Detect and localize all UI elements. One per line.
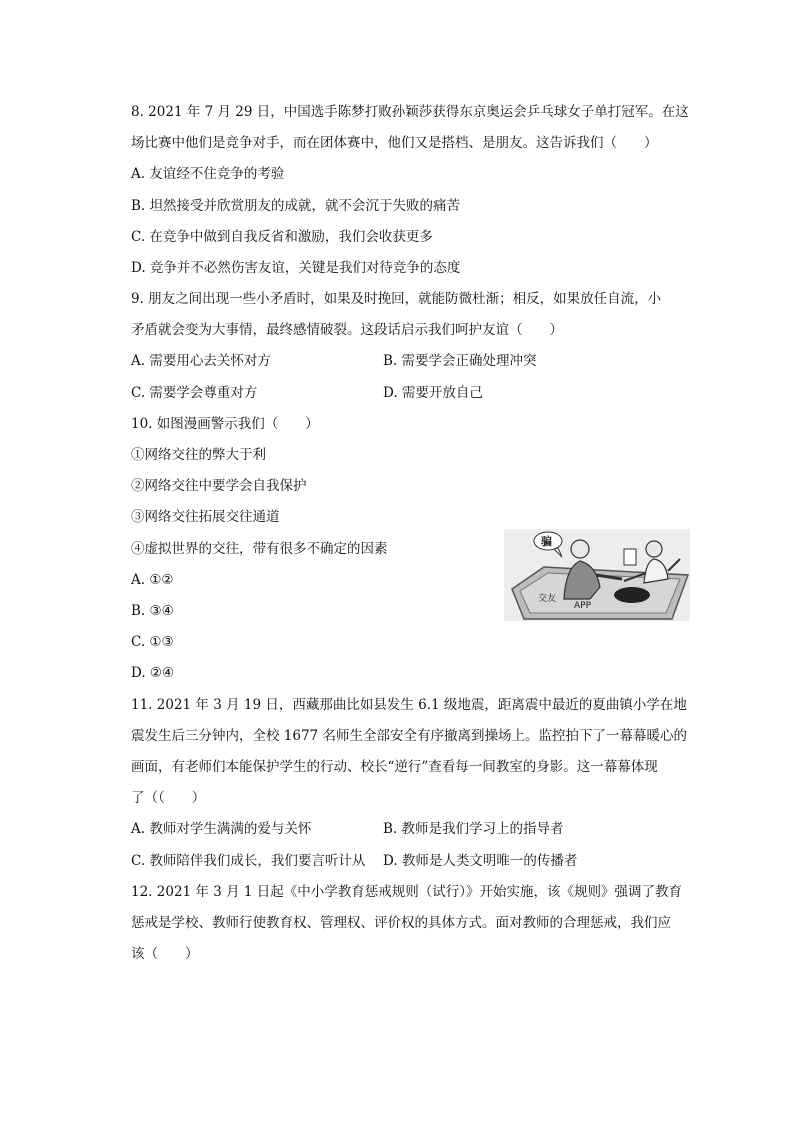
- q8-option-d: D. 竞争并不必然伤害友谊，关键是我们对待竞争的态度: [131, 260, 461, 276]
- q8-option-b: B. 坦然接受并欣赏朋友的成就，就不会沉于失败的痛苦: [131, 198, 461, 214]
- q11-option-d: D. 教师是人类文明唯一的传播者: [383, 853, 578, 869]
- q10-option-c: C. ①③: [131, 634, 174, 650]
- q10-option-d: D. ②④: [131, 665, 175, 681]
- q11-option-c: C. 教师陪伴我们成长，我们要言听计从: [131, 853, 366, 869]
- q12-stem-line1: 12. 2021 年 3 月 1 日起《中小学教育惩戒规则（试行）》开始实施，该《规则》强调了教育: [131, 884, 683, 900]
- q12-stem-line3: 该（ ）: [131, 946, 199, 962]
- tablet-label-friends: 交友: [538, 594, 557, 604]
- q11-stem-line3: 画面，有老师们本能保护学生的行动、校长“逆行”查看每一间教室的身影。这一幕幕体现: [131, 759, 658, 775]
- q10-statement-2: ②网络交往中要学会自我保护: [131, 478, 307, 494]
- q8-stem-line1: 8. 2021 年 7 月 29 日，中国选手陈梦打败孙颖莎获得东京奥运会乒乓球女子单打冠军。在这: [131, 104, 689, 120]
- q11-stem-line2: 震发生后三分钟内，全校 1677 名师生全部安全有序撤离到操场上。监控拍下了一幕幕暖心的: [131, 728, 687, 744]
- q10-statement-1: ①网络交往的弊大于利: [131, 447, 266, 463]
- q10-option-b: B. ③④: [131, 603, 174, 619]
- q9-stem-line1: 9. 朋友之间出现一些小矛盾时，如果及时挽回，就能防微杜渐；相反，如果放任自流，小: [131, 291, 662, 307]
- q10-stem: 10. 如图漫画警示我们（ ）: [131, 416, 319, 432]
- q11-stem-line4: 了（（ ）: [131, 790, 206, 806]
- q8-option-a: A. 友谊经不住竞争的考验: [131, 166, 285, 182]
- speech-bubble-text: 骗: [541, 535, 552, 548]
- q9-option-b: B. 需要学会正确处理冲突: [383, 353, 537, 369]
- q11-option-b: B. 教师是我们学习上的指导者: [383, 821, 564, 837]
- q9-option-a: A. 需要用心去关怀对方: [131, 353, 271, 369]
- q9-option-c: C. 需要学会尊重对方: [131, 385, 258, 401]
- q8-stem-line2: 场比赛中他们是竞争对手，而在团体赛中，他们又是搭档、是朋友。这告诉我们（ ）: [131, 135, 658, 151]
- q10-statement-4: ④虚拟世界的交往，带有很多不确定的因素: [131, 541, 388, 557]
- q11-option-a: A. 教师对学生满满的爱与关怀: [131, 821, 312, 837]
- q8-option-c: C. 在竞争中做到自我反省和激励，我们会收获更多: [131, 229, 433, 245]
- q10-statement-3: ③网络交往拓展交往通道: [131, 509, 280, 525]
- q9-stem-line2: 矛盾就会变为大事情，最终感情破裂。这段话启示我们呵护友谊（ ）: [131, 322, 563, 338]
- q9-option-d: D. 需要开放自己: [383, 385, 483, 401]
- tablet-label-app: APP: [574, 601, 592, 611]
- cartoon-image: [504, 529, 690, 621]
- q11-stem-line1: 11. 2021 年 3 月 19 日，西藏那曲比如县发生 6.1 级地震，距离震中最近的夏曲镇小学在地: [131, 697, 687, 713]
- q10-option-a: A. ①②: [131, 572, 174, 588]
- q12-stem-line2: 惩戒是学校、教师行使教育权、管理权、评价权的具体方式。面对教师的合理惩戒，我们应: [131, 915, 671, 931]
